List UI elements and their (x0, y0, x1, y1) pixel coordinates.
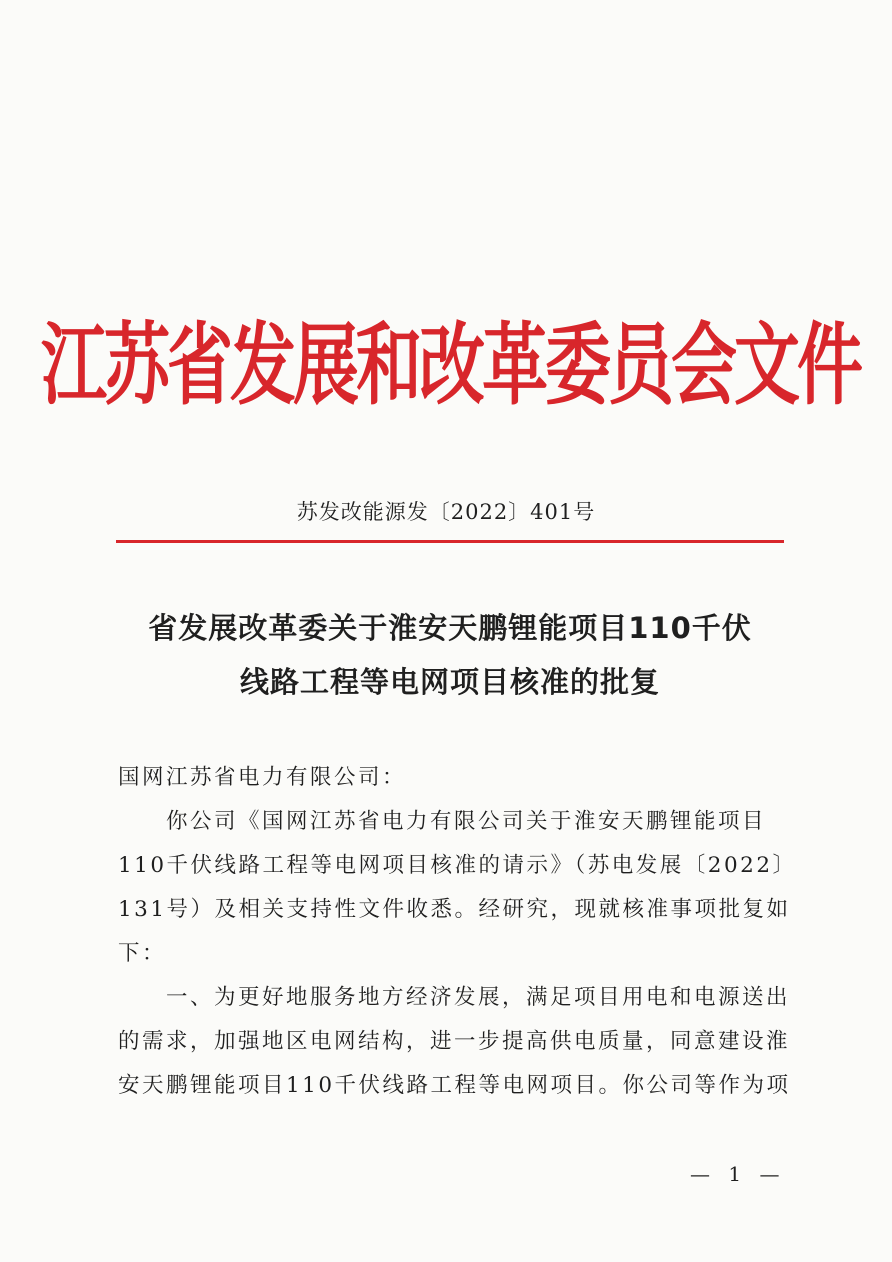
addressee: 国网江苏省电力有限公司： (118, 765, 407, 790)
body-line: 一、为更好地服务地方经济发展，满足项目用电和电源送出 (166, 985, 791, 1010)
page-number: — 1 — (690, 1162, 786, 1186)
document-title-line-2: 线路工程等电网项目核准的批复 (239, 665, 660, 699)
body-line: 的需求，加强地区电网结构，进一步提高供电质量，同意建设淮 (118, 1029, 791, 1054)
body-line: 131号）及相关支持性文件收悉。经研究，现就核准事项批复如 (118, 897, 791, 922)
masthead-title: 江苏省发展和改革委员会文件 (41, 313, 860, 418)
body-line: 下： (118, 941, 167, 966)
document-number: 苏发改能源发〔2022〕401号 (296, 500, 596, 524)
body-line: 你公司《国网江苏省电力有限公司关于淮安天鹏锂能项目 (166, 809, 767, 834)
body-text (118, 756, 797, 1108)
body-line: 110千伏线路工程等电网项目核准的请示》（苏电发展〔2022〕 (118, 853, 797, 878)
body-line: 安天鹏锂能项目110千伏线路工程等电网项目。你公司等作为项 (118, 1073, 791, 1098)
document-title-line-1: 省发展改革委关于淮安天鹏锂能项目110千伏 (148, 611, 752, 645)
red-divider-line (116, 540, 784, 543)
